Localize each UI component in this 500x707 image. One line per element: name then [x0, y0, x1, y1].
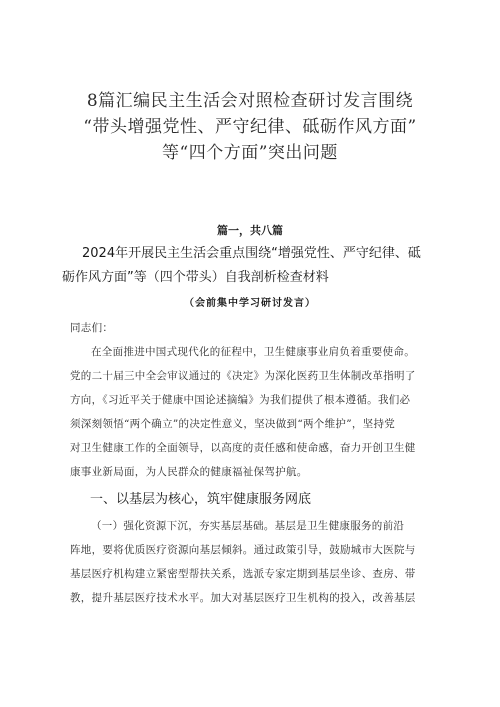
- subtitle-note: （会前集中学习研讨发言）: [184, 298, 316, 309]
- paragraph-1: [70, 340, 442, 484]
- title-line-3: 等“四个方面”突出问题: [162, 143, 338, 163]
- paragraph-line: 方向，《习近平关于健康中国论述摘编》为我们提供了根本遵循。我们必: [70, 394, 411, 406]
- subtitle-line-1: 2024年开展民主生活会重点围绕“增强党性、严守纪律、砥: [82, 246, 421, 261]
- paragraph-line: 阵地，要将优质医疗资源向基层倾斜。通过政策引导，鼓励城市大医院与: [70, 544, 416, 556]
- section-heading-1: 一、以基层为核心，筑牢健康服务网底: [90, 492, 312, 507]
- document-title: [40, 88, 460, 166]
- paragraph-line: 基层医疗机构建立紧密型帮扶关系，选派专家定期到基层坐诊、查房、带: [70, 568, 416, 580]
- title-line-1: 8篇汇编民主生活会对照检查研讨发言围绕: [86, 91, 414, 111]
- article-subtitle: [62, 242, 452, 290]
- paragraph-2: [70, 514, 442, 610]
- paragraph-line: 康事业新局面，为人民群众的健康福祉保驾护航。: [70, 466, 308, 478]
- section-heading: 篇一，共八篇: [217, 224, 283, 237]
- paragraph-line: 对卫生健康工作的全面领导，以高度的责任感和使命感，奋力开创卫生健: [70, 442, 416, 454]
- paragraph-line: 教，提升基层医疗技术水平。加大对基层医疗卫生机构的投入，改善基层: [70, 592, 416, 604]
- paragraph-line: 党的二十届三中全会审议通过的《决定》为深化医药卫生体制改革指明了: [70, 370, 416, 382]
- paragraph-line: （一）强化资源下沉，夯实基层基础。基层是卫生健康服务的前沿: [91, 520, 405, 532]
- paragraph-line: 须深刻领悟“两个确立”的决定性意义，坚决做到“两个维护”，坚持党: [70, 418, 396, 430]
- title-line-2: “带头增强党性、严守纪律、砥砺作风方面”: [83, 117, 417, 137]
- salutation: 同志们：: [70, 322, 114, 334]
- paragraph-line: 在全面推进中国式现代化的征程中，卫生健康事业肩负着重要使命。: [91, 346, 415, 358]
- subtitle-line-2: 砺作风方面”等（四个带头）自我剖析检查材料: [62, 270, 329, 285]
